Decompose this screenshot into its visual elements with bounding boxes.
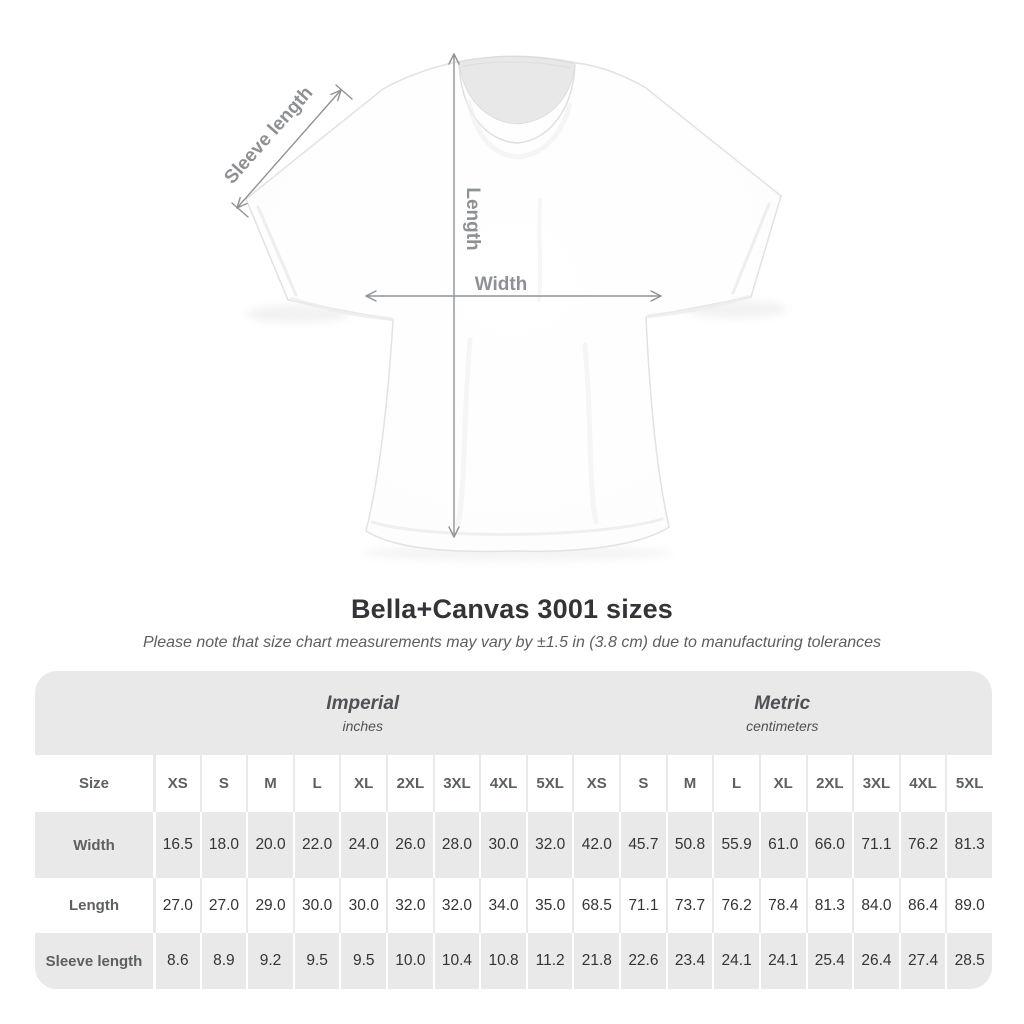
- size-col-header: XL: [759, 755, 806, 812]
- metric-value: 76.2: [899, 812, 946, 878]
- metric-value: 45.7: [619, 812, 666, 878]
- metric-value: 50.8: [666, 812, 713, 878]
- imperial-value: 10.0: [386, 933, 433, 989]
- size-col-header: S: [200, 755, 247, 812]
- tolerance-note: Please note that size chart measurements may vary by ±1.5 in (3.8 cm) due to manufacturing tolerances: [142, 634, 882, 651]
- metric-value: 84.0: [852, 878, 899, 933]
- imperial-value: 32.0: [526, 812, 573, 878]
- group-label: Imperial: [326, 692, 400, 714]
- measurement-row: [35, 878, 992, 933]
- size-col-header: 3XL: [433, 755, 480, 812]
- size-col-header: 5XL: [526, 755, 573, 812]
- size-col-header: 4XL: [479, 755, 526, 812]
- imperial-value: 32.0: [386, 878, 433, 933]
- metric-value: 76.2: [712, 878, 759, 933]
- size-table-card: [35, 671, 992, 989]
- metric-value: 28.5: [945, 933, 992, 989]
- metric-value: 89.0: [945, 878, 992, 933]
- metric-value: 61.0: [759, 812, 806, 878]
- width-label: Width: [474, 274, 528, 295]
- metric-value: 55.9: [712, 812, 759, 878]
- unit-group-row: [35, 671, 992, 755]
- size-col-header: XL: [339, 755, 386, 812]
- metric-value: 73.7: [666, 878, 713, 933]
- size-col-header: 2XL: [806, 755, 853, 812]
- imperial-value: 24.0: [339, 812, 386, 878]
- group-header-metric: [572, 671, 992, 755]
- metric-value: 27.4: [899, 933, 946, 989]
- group-unit: inches: [342, 717, 383, 734]
- size-col-header: XS: [153, 755, 200, 812]
- metric-value: 68.5: [572, 878, 619, 933]
- measurement-row: [35, 812, 992, 878]
- metric-value: 23.4: [666, 933, 713, 989]
- imperial-value: 10.4: [433, 933, 480, 989]
- sleeve-length-label: Sleeve length: [220, 82, 318, 189]
- size-col-header: M: [666, 755, 713, 812]
- imperial-value: 32.0: [433, 878, 480, 933]
- imperial-value: 34.0: [479, 878, 526, 933]
- row-label: Length: [35, 878, 153, 933]
- size-col-header: L: [293, 755, 340, 812]
- metric-value: 25.4: [806, 933, 853, 989]
- page-title: Bella+Canvas 3001 sizes: [350, 594, 674, 624]
- size-col-header: 2XL: [386, 755, 433, 812]
- metric-value: 24.1: [712, 933, 759, 989]
- imperial-value: 8.9: [200, 933, 247, 989]
- imperial-value: 18.0: [200, 812, 247, 878]
- metric-value: 78.4: [759, 878, 806, 933]
- row-label: Width: [35, 812, 153, 878]
- size-col-header: M: [246, 755, 293, 812]
- metric-value: 81.3: [806, 878, 853, 933]
- metric-value: 66.0: [806, 812, 853, 878]
- measurement-row: [35, 933, 992, 989]
- group-header-imperial: [153, 671, 572, 755]
- length-label: Length: [462, 187, 483, 251]
- imperial-value: 9.5: [339, 933, 386, 989]
- imperial-value: 27.0: [200, 878, 247, 933]
- imperial-value: 9.2: [246, 933, 293, 989]
- metric-value: 81.3: [945, 812, 992, 878]
- group-unit: centimeters: [746, 717, 819, 734]
- metric-value: 22.6: [619, 933, 666, 989]
- metric-value: 71.1: [852, 812, 899, 878]
- imperial-value: 9.5: [293, 933, 340, 989]
- size-corner-cell: Size: [35, 755, 153, 812]
- metric-value: 86.4: [899, 878, 946, 933]
- metric-value: 42.0: [572, 812, 619, 878]
- imperial-value: 30.0: [479, 812, 526, 878]
- imperial-value: 29.0: [246, 878, 293, 933]
- tshirt-graphic: [246, 56, 781, 551]
- imperial-value: 26.0: [386, 812, 433, 878]
- row-label: Sleeve length: [35, 933, 153, 989]
- imperial-value: 10.8: [479, 933, 526, 989]
- size-col-header: XS: [572, 755, 619, 812]
- size-col-header: 3XL: [852, 755, 899, 812]
- metric-value: 24.1: [759, 933, 806, 989]
- metric-value: 21.8: [572, 933, 619, 989]
- imperial-value: 8.6: [153, 933, 200, 989]
- imperial-value: 35.0: [526, 878, 573, 933]
- size-col-header: 4XL: [899, 755, 946, 812]
- size-table: [35, 671, 992, 989]
- size-col-header: L: [712, 755, 759, 812]
- corner-spacer: [35, 671, 153, 755]
- imperial-value: 30.0: [293, 878, 340, 933]
- imperial-value: 30.0: [339, 878, 386, 933]
- imperial-value: 11.2: [526, 933, 573, 989]
- imperial-value: 16.5: [153, 812, 200, 878]
- group-label: Metric: [754, 692, 811, 714]
- size-col-header: 5XL: [945, 755, 992, 812]
- size-header-row: [35, 755, 992, 812]
- size-col-header: S: [619, 755, 666, 812]
- imperial-value: 27.0: [153, 878, 200, 933]
- metric-value: 71.1: [619, 878, 666, 933]
- imperial-value: 22.0: [293, 812, 340, 878]
- imperial-value: 28.0: [433, 812, 480, 878]
- metric-value: 26.4: [852, 933, 899, 989]
- imperial-value: 20.0: [246, 812, 293, 878]
